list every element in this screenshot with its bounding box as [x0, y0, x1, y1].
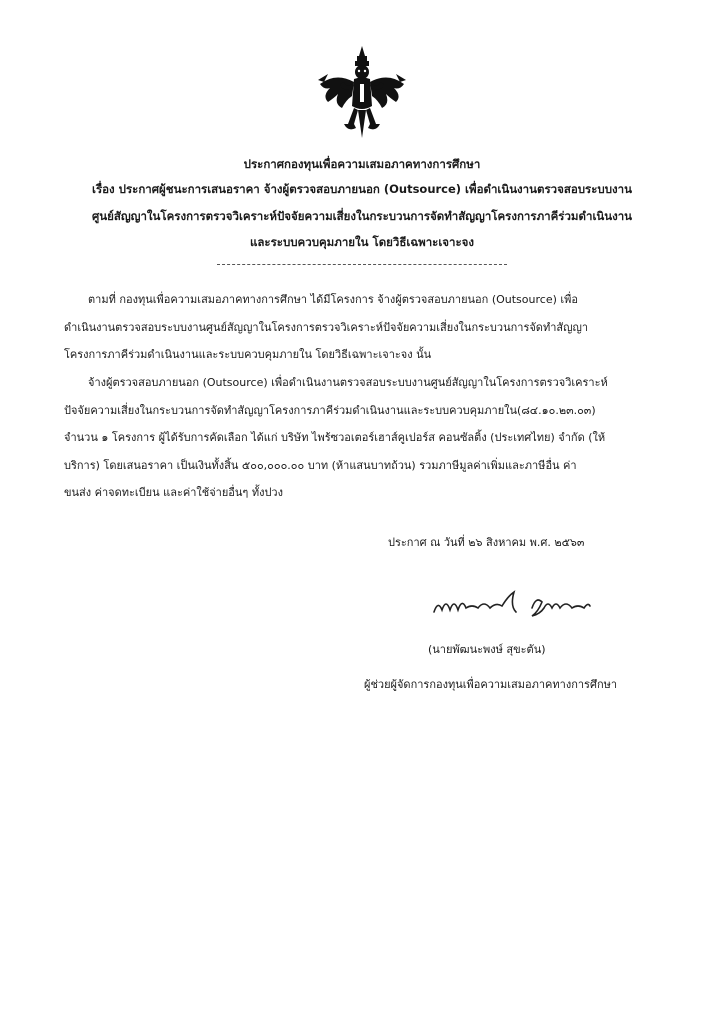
paragraph-2-line-2: ปัจจัยความเสี่ยงในกระบวนการจัดทำสัญญาโครงการภาคีร่วมดำเนินงานและระบบควบคุมภายใน(๘๔.๑๐.๒๓.๐๓)	[64, 404, 596, 417]
paragraph-2-line-3: จำนวน ๑ โครงการ ผู้ได้รับการคัดเลือก ได้แก่ บริษัท ไพร้ซวอเตอร์เฮาส์คูเปอร์ส คอนซัลติ้ง (ประเทศไทย) จำกัด (ให้	[64, 431, 606, 444]
paragraph-2-line-4: บริการ) โดยเสนอราคา เป็นเงินทั้งสิ้น ๕๐๐,๐๐๐.๐๐ บาท (ห้าแสนบาทถ้วน) รวมภาษีมูลค่าเพิ่มและภาษีอื่น ค่า	[64, 459, 577, 472]
signer-title: ผู้ช่วยผู้จัดการกองทุนเพื่อความเสมอภาคทางการศึกษา	[364, 678, 618, 691]
paragraph-1-line-3: โครงการภาคีร่วมดำเนินงานและระบบควบคุมภายใน โดยวิธีเฉพาะเจาะจง นั้น	[64, 348, 432, 361]
garuda-emblem-icon	[314, 44, 410, 144]
subject-line-2: ศูนย์สัญญาในโครงการตรวจวิเคราะห์ปัจจัยความเสี่ยงในกระบวนการจัดทำสัญญาโครงการภาคีร่วมดำเนินงาน	[91, 209, 633, 223]
handwritten-signature	[432, 586, 592, 626]
divider	[217, 264, 507, 265]
paragraph-1-line-1: ตามที่ กองทุนเพื่อความเสมอภาคทางการศึกษา ได้มีโครงการ จ้างผู้ตรวจสอบภายนอก (Outsource) เพื่อ	[88, 293, 578, 306]
paragraph-2-line-5: ขนส่ง ค่าจดทะเบียน และค่าใช้จ่ายอื่นๆ ทั้งปวง	[64, 486, 283, 499]
paragraph-1-line-2: ดำเนินงานตรวจสอบระบบงานศูนย์สัญญาในโครงการตรวจวิเคราะห์ปัจจัยความเสี่ยงในกระบวนการจัดทำสัญญา	[64, 321, 589, 334]
announcement-date: ประกาศ ณ วันที่ ๒๖ สิงหาคม พ.ศ. ๒๕๖๓	[388, 536, 585, 549]
signer-name: (นายพัฒนะพงษ์ สุขะตัน)	[428, 643, 546, 656]
subject-line-1: เรื่อง ประกาศผู้ชนะการเสนอราคา จ้างผู้ตรวจสอบภายนอก (Outsource) เพื่อดำเนินงานตรวจสอบระบบงาน	[92, 182, 632, 196]
paragraph-2-line-1: จ้างผู้ตรวจสอบภายนอก (Outsource) เพื่อดำเนินงานตรวจสอบระบบงานศูนย์สัญญาในโครงการตรวจวิเคราะห์	[88, 376, 608, 389]
document-title: ประกาศกองทุนเพื่อความเสมอภาคทางการศึกษา	[243, 157, 481, 171]
subject-line-3: และระบบควบคุมภายใน โดยวิธีเฉพาะเจาะจง	[249, 235, 475, 249]
